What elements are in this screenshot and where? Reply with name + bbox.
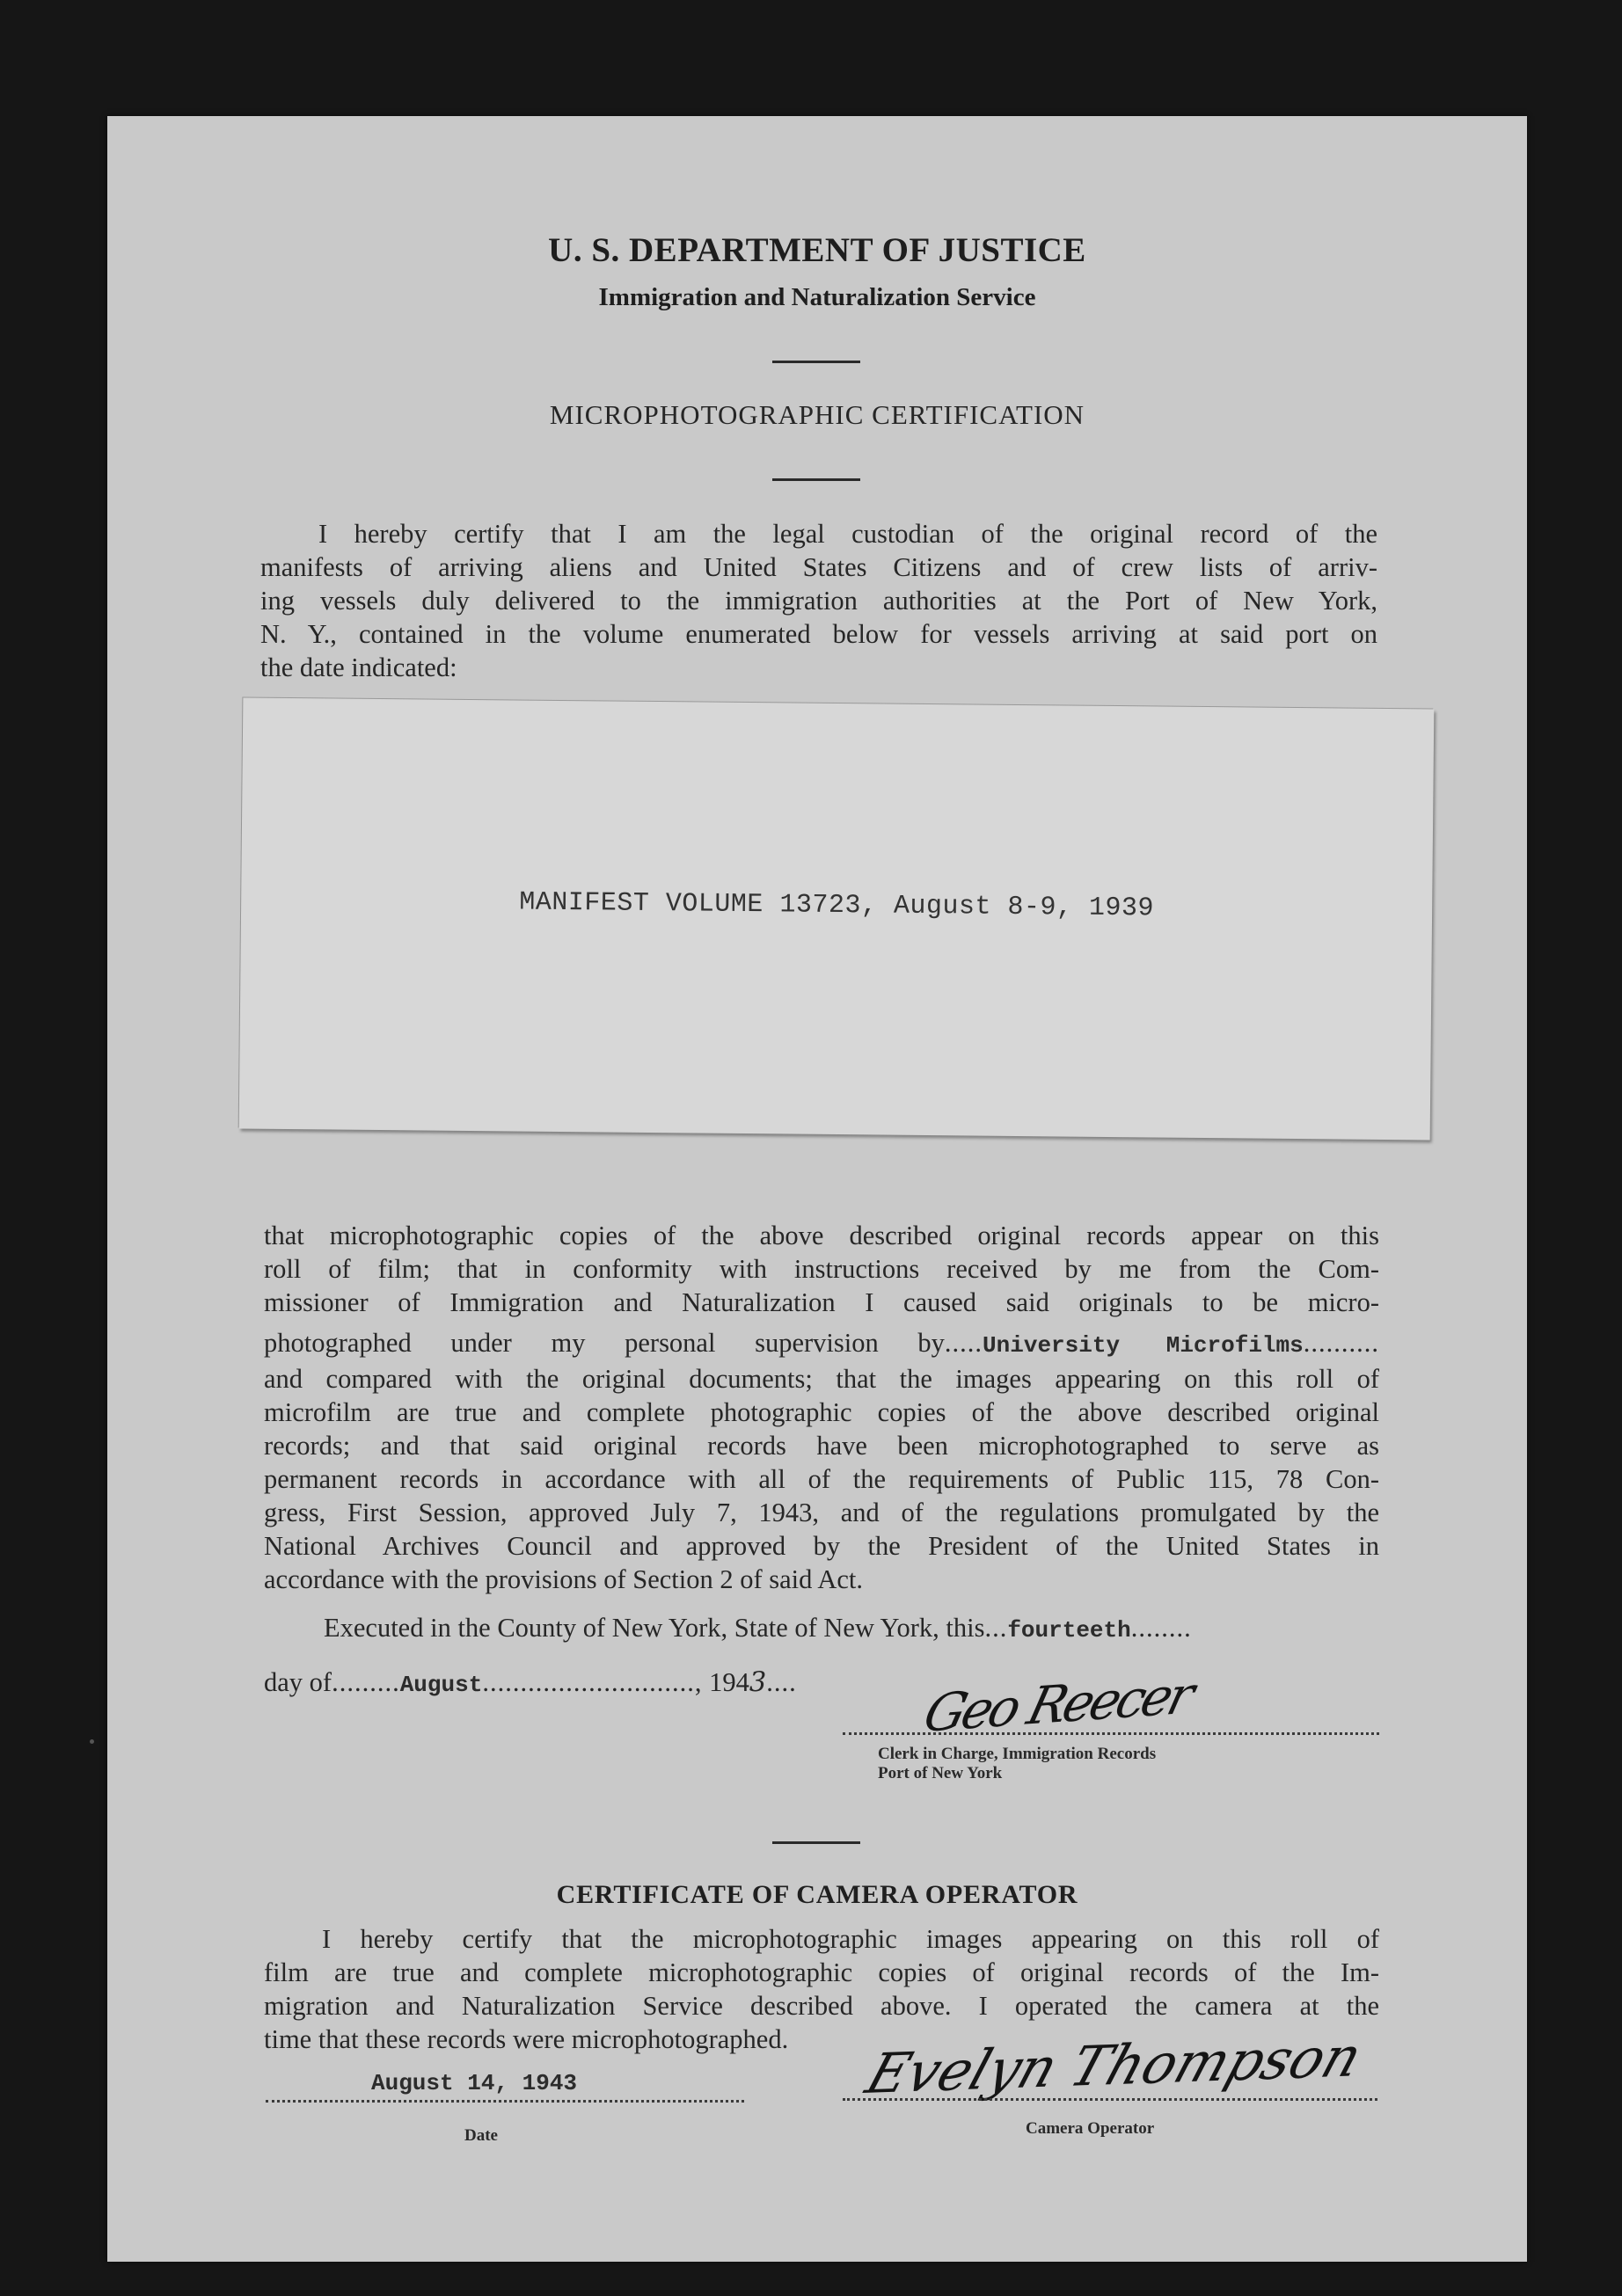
execution-day: fourteeth xyxy=(1007,1617,1131,1644)
camera-line: time that these records were microphotographed. xyxy=(264,2024,789,2054)
dotted-fill: ........ xyxy=(1130,1613,1192,1643)
year-digit: 3 xyxy=(749,1667,767,1698)
body-line: roll of film; that in conformity with instructions received by me from the Com- xyxy=(264,1254,1379,1284)
camera-operator-title: CERTIFICATE OF CAMERA OPERATOR xyxy=(556,1880,1078,1909)
manifest-volume-text: MANIFEST VOLUME 13723, August 8-9, 1939 xyxy=(519,887,1155,924)
execution-month-year xyxy=(264,1667,968,1698)
intro-line: N. Y., contained in the volume enumerated below for vessels arriving at said port on xyxy=(260,619,1377,649)
divider xyxy=(772,361,860,363)
department-heading: U. S. DEPARTMENT OF JUSTICE xyxy=(548,231,1086,269)
year-prefix: 194 xyxy=(702,1667,749,1697)
divider xyxy=(772,478,860,481)
execution-prefix: Executed in the County of New York, State of New York, this xyxy=(324,1613,985,1643)
dotted-fill: ..... xyxy=(944,1328,983,1358)
certificate-page xyxy=(107,116,1527,2262)
intro-line: ing vessels duly delivered to the immigration authorities at the Port of New York, xyxy=(260,586,1377,616)
body-line: missioner of Immigration and Naturalization I caused said originals to be micro- xyxy=(264,1287,1379,1317)
body-line: records; and that said original records have been microphotographed to serve as xyxy=(264,1431,1379,1461)
clerk-signature: Geo Reecer xyxy=(917,1664,1198,1745)
intro-line: I hereby certify that I am the legal custodian of the original record of the xyxy=(318,519,1377,549)
camera-line: I hereby certify that the microphotographic images appearing on this roll of xyxy=(322,1924,1379,1954)
intro-paragraph xyxy=(260,517,1377,684)
body-line: accordance with the provisions of Section 2 of said Act. xyxy=(264,1564,863,1594)
execution-month: August xyxy=(399,1672,483,1698)
body-line: National Archives Council and approved by the President of the United States in xyxy=(264,1531,1379,1561)
clerk-signature-line xyxy=(843,1732,1379,1735)
clerk-title: Clerk in Charge, Immigration Records xyxy=(878,1745,1157,1763)
dotted-fill: .......... xyxy=(1303,1328,1379,1358)
speck xyxy=(90,1739,94,1744)
certification-body xyxy=(264,1219,1379,1596)
operator-signature: Evelyn Thompson xyxy=(858,2023,1370,2107)
certification-title: MICROPHOTOGRAPHIC CERTIFICATION xyxy=(549,399,1085,430)
dotted-fill: ............................, xyxy=(482,1667,703,1697)
body-line-prefix: photographed under my personal supervision by xyxy=(264,1328,945,1358)
operator-signature-line xyxy=(843,2098,1377,2101)
service-subheading: Immigration and Naturalization Service xyxy=(598,283,1036,311)
dotted-fill: ... xyxy=(984,1613,1008,1643)
clerk-caption xyxy=(878,1745,1156,1783)
intro-line: manifests of arriving aliens and United States Citizens and of crew lists of arriv- xyxy=(260,552,1377,582)
dotted-fill: ......... xyxy=(332,1667,400,1697)
body-line: permanent records in accordance with all of the requirements of Public 115, 78 Con- xyxy=(264,1464,1379,1494)
divider xyxy=(772,1841,860,1844)
day-of-label: day of xyxy=(264,1667,332,1697)
manifest-volume-slip xyxy=(239,698,1435,1141)
execution-statement xyxy=(324,1613,1379,1644)
operator-date-value: August 14, 1943 xyxy=(371,2070,578,2096)
body-line: that microphotographic copies of the above described original records appear on this xyxy=(264,1221,1379,1250)
operator-caption: Camera Operator xyxy=(1026,2119,1155,2138)
date-caption: Date xyxy=(464,2126,498,2145)
clerk-port: Port of New York xyxy=(878,1764,1003,1782)
dotted-fill: .... xyxy=(766,1667,797,1697)
body-line: gress, First Session, approved July 7, 1943, and of the regulations promulgated by the xyxy=(264,1498,1379,1527)
camera-line: film are true and complete microphotographic copies of original records of the Im- xyxy=(264,1957,1379,1987)
contractor-name: University Microfilms xyxy=(983,1332,1304,1359)
body-line: and compared with the original documents; that the images appearing on this roll of xyxy=(264,1364,1379,1394)
intro-line: the date indicated: xyxy=(260,652,457,682)
date-line xyxy=(266,2100,744,2103)
body-line-contractor xyxy=(264,1319,1379,1362)
body-line: microfilm are true and complete photographic copies of the above described original xyxy=(264,1397,1379,1427)
camera-line: migration and Naturalization Service described above. I operated the camera at the xyxy=(264,1991,1379,2021)
